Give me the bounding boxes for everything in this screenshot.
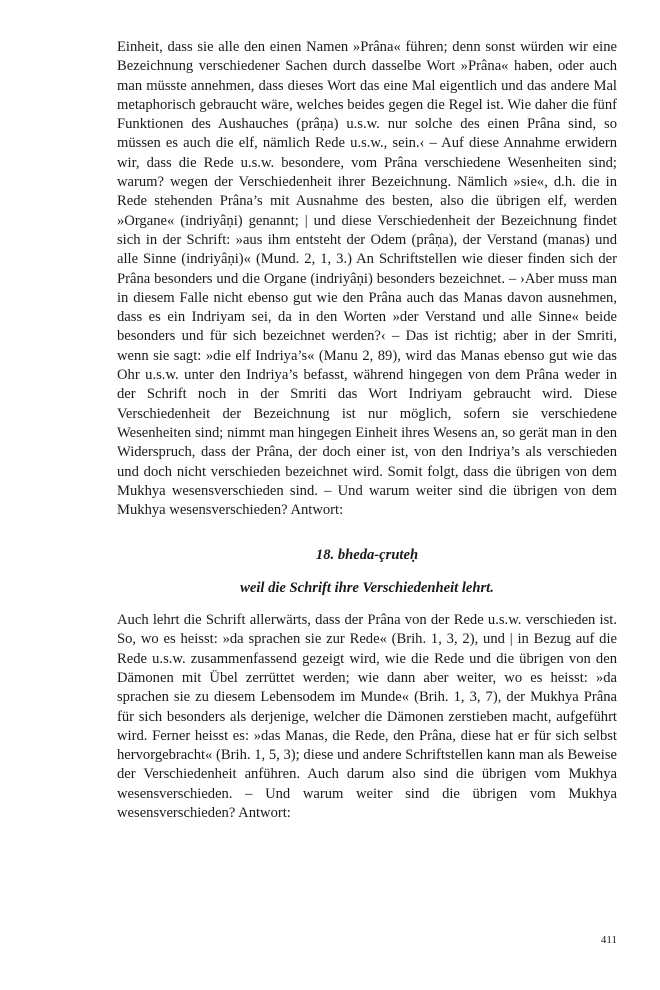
page-number: 411 xyxy=(600,934,617,946)
sutra-translation: weil die Schrift ihre Verschiedenheit lehrt. xyxy=(240,579,494,596)
page-body xyxy=(117,38,617,823)
sutra-heading: 18. bheda-çruteḥ xyxy=(315,547,419,564)
body-paragraph-2: Auch lehrt die Schrift allerwärts, dass der Prâna von der Rede u.s.w. verschieden ist. So, wo es heisst: »da sprachen sie zur Rede« (Brih. 1, 3, 2), und | in Bezug auf die Rede u.s.w. zusammenfassend gezeigt wird, wie die Rede und die übrigen von den Dämonen mit Übel zerrüttet werden; wie dann aber weiter, wo es heisst: »da sprachen sie zu diesem Lebensodem im Munde« (Brih. 1, 3, 7), der Mukhya Prâna für sich besonders als derjenige, welcher die Dämonen zerstieben macht, aufgeführt wird. Ferner heisst es: »das Manas, die Rede, den Prâna, diese hat er für sich selbst hervorgebracht« (Brih. 1, 5, 3); diese und andere Schriftstellen kann man als Beweise der Verschiedenheit anführen. Auch darum also sind die übrigen vom Mukhya wesensverschieden. – Und warum weiter sind die übrigen vom Mukhya wesensverschieden? Antwort: xyxy=(117,612,617,821)
body-paragraph-1: Einheit, dass sie alle den einen Namen »Prâna« führen; denn sonst würden wir eine Bezeichnung verschiedener Sachen durch dasselbe Wort »Prâna« haben, oder auch man müsste annehmen, dass dieses Wort das eine Mal eigentlich und das andere Mal metaphorisch gebraucht wäre, welches beides gegen die Regel ist. Wie daher die fünf Funktionen des Aushauches (prâṇa) u.s.w. nur solche des einen Prâna sind, so müssen es auch die elf, nämlich Rede u.s.w., sein.‹ – Auf diese Annahme erwidern wir, dass die Rede u.s.w. besondere, vom Prâna verschiedene Wesenheiten sind; warum? wegen der Verschiedenheit ihrer Bezeichnung. Nämlich »sie«, d.h. die in Rede stehenden Prâna’s mit Ausnahme des besten, also die übrigen elf, werden »Organe« (indriyâṇi) genannt; | und diese Verschiedenheit der Bezeichnung findet sich in der Schrift: »aus ihm entsteht der Odem (prâṇa), der Verstand (manas) und alle Sinne (indriyâṇi)« (Mund. 2, 1, 3.) An Schriftstellen wie dieser finden sich der Prâna besonders und die Organe (indriyâṇi) besonders bezeichnet. – ›Aber muss man in diesem Falle nicht ebenso gut wie den Prâna auch das Manas davon ausnehmen, dass es ein Indriyam sei, da in den Worten »der Verstand und alle Sinne« beide besonders und für sich bezeichnet werden?‹ – Das ist richtig; aber in der Smriti, wenn sie sagt: »die elf Indriya’s« (Manu 2, 89), wird das Manas ebenso gut wie das Ohr u.s.w. unter den Indriya’s befasst, während hingegen von dem Prâna weder in der Schrift noch in der Smriti das Wort Indriyam gebraucht wird. Diese Verschiedenheit der Bezeichnung ist nur möglich, sofern sie verschiedene Wesenheiten sind; nimmt man hingegen Einheit ihres Wesens an, so gerät man in den Widerspruch, dass der Prâna, der doch einer ist, von den Indriya’s als verschieden und doch nicht verschieden bezeichnet wird. Somit folgt, dass die übrigen von dem Mukhya wesensverschieden sind. – Und warum weiter sind die übrigen von dem Mukhya wesensverschieden? Antwort: xyxy=(117,39,617,519)
